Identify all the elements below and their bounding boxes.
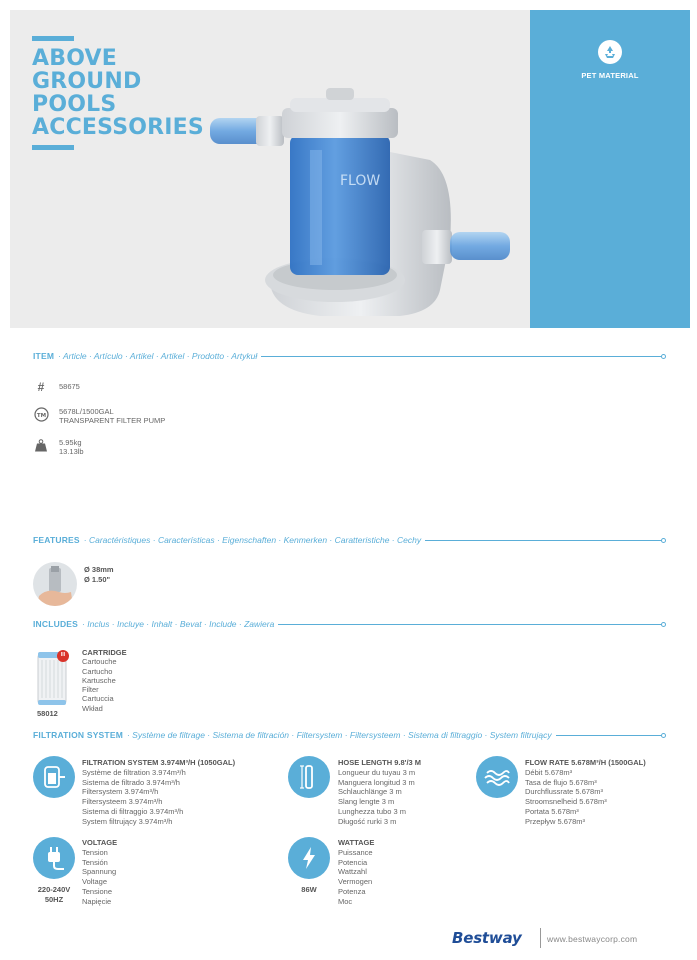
hash-icon: #: [37, 380, 45, 394]
flow-rate-title: FLOW RATE 5.678M³/H (1500GAL): [525, 758, 646, 767]
cartridge-label: Cartucho: [82, 666, 113, 676]
wattage-details: [338, 838, 374, 907]
footer-divider: [540, 928, 541, 948]
hero-title-line: ABOVE: [32, 46, 117, 71]
hose-length-line: Długość rurki 3 m: [338, 816, 397, 826]
item-name-row: [33, 407, 165, 425]
voltage-details: [82, 838, 117, 907]
item-weight: [59, 438, 84, 456]
filtration-system-icon: [33, 756, 75, 798]
trademark-icon: [33, 407, 49, 421]
item-weight-lb: 13.13lb: [59, 447, 84, 456]
item-weight-kg: 5.95kg: [59, 438, 82, 447]
cartridge-label: Cartuccia: [82, 694, 114, 704]
flow-rate-line: Débit 5.678m³: [525, 767, 573, 777]
voltage-line: Tensione: [82, 886, 113, 896]
includes-section-translations: · Inclus · Incluye · Inhalt · Bevat · Include · Zawiera: [82, 619, 275, 629]
voltage-value: 220-240V: [37, 885, 71, 894]
includes-section-title: INCLUDES: [33, 619, 79, 629]
section-divider: [556, 735, 663, 736]
hose-length-title: HOSE LENGTH 9.8'/3 M: [338, 758, 422, 767]
hero-title-line: ACCESSORIES: [32, 115, 204, 140]
voltage-caption: [30, 885, 78, 904]
wattage-title: WATTAGE: [338, 838, 375, 847]
item-name: [59, 407, 165, 425]
item-code-row: [33, 380, 80, 394]
item-section-title: ITEM: [33, 351, 55, 361]
filtration-system-line: System filtrujący 3.974m³/h: [82, 816, 173, 826]
cartridge-label: CARTRIDGE: [82, 648, 127, 657]
hero-title-bar-top: [32, 36, 74, 41]
hero-title-bar-bottom: [32, 145, 74, 150]
filtration-system-details: [82, 758, 235, 827]
flow-rate-details: [525, 758, 646, 827]
hose-length-line: Schlauchlänge 3 m: [338, 787, 402, 797]
section-divider: [278, 624, 663, 625]
item-section-translations: · Article · Artículo · Artikel · Artikel · Prodotto · Artykuł: [58, 351, 258, 361]
flow-rate-icon: [476, 756, 518, 798]
hero-banner: [10, 10, 690, 328]
voltage-line: Napięcie: [82, 896, 112, 906]
filtration-system-title: FILTRATION SYSTEM 3.974M³/H (1050GAL): [82, 758, 236, 767]
website-link[interactable]: www.bestwaycorp.com: [547, 934, 638, 944]
svg-text:TM: TM: [36, 412, 46, 419]
pump-brand-label: FLOW: [340, 173, 381, 189]
cartridge-label: Filter: [82, 685, 99, 695]
item-name-line: 5678L/1500GAL: [59, 407, 114, 416]
bestway-logo: [452, 929, 532, 949]
cartridge-code: 58012: [37, 709, 58, 718]
section-divider: [425, 540, 663, 541]
hose-length-details: [338, 758, 421, 827]
plug-icon: [33, 837, 75, 879]
section-divider: [261, 356, 663, 357]
cartridge-label: Wkład: [82, 703, 103, 713]
wattage-line: Wattzahl: [338, 867, 367, 877]
voltage-title: VOLTAGE: [82, 838, 118, 847]
hero-title-line: POOLS: [32, 92, 117, 117]
includes-section-header: [33, 618, 663, 630]
wattage-caption: 86W: [301, 885, 317, 894]
wattage-line: Puissance: [338, 847, 373, 857]
cartridge-label: Kartusche: [82, 675, 116, 685]
wattage-line: Potenza: [338, 886, 366, 896]
hose-length-line: Slang lengte 3 m: [338, 797, 395, 807]
voltage-line: Voltage: [82, 877, 108, 887]
hero-side-panel: [530, 10, 690, 328]
filtration-section-translations: · Système de filtrage · Sistema de filtración · Filtersystem · Filtersysteem · Sistema di filtraggio · System filtrujący: [126, 730, 552, 740]
wattage-line: Moc: [338, 896, 353, 906]
brand-name: Bestway: [452, 929, 522, 947]
filtration-system-line: Filtersystem 3.974m³/h: [82, 787, 159, 797]
hero-title-line: GROUND: [32, 69, 142, 94]
filtration-system-line: Filtersysteem 3.974m³/h: [82, 797, 163, 807]
hose-length-icon: [288, 756, 330, 798]
flow-rate-line: Stroomsnelheid 5.678m³: [525, 797, 607, 807]
hose-length-line: Lunghezza tubo 3 m: [338, 806, 406, 816]
filter-pump-image: [210, 80, 510, 325]
item-name-line: TRANSPARENT FILTER PUMP: [59, 416, 166, 425]
voltage-line: Spannung: [82, 867, 117, 877]
item-section-header: [33, 350, 663, 362]
recycle-icon: [598, 40, 622, 64]
frequency-value: 50HZ: [44, 894, 64, 904]
flow-rate-line: Tasa de flujo 5.678m³: [525, 777, 597, 787]
weight-icon: [33, 438, 49, 452]
cartridge-type-badge: III: [60, 652, 66, 658]
connector-size-in: Ø 1.50": [84, 574, 111, 584]
filtration-section-title: FILTRATION SYSTEM: [33, 730, 123, 740]
pet-material-label: PET MATERIAL: [581, 71, 639, 80]
hose-length-line: Manguera longitud 3 m: [338, 777, 415, 787]
hose-connector-image: [33, 562, 77, 606]
filtration-system-line: Système de filtration 3.974m³/h: [82, 767, 186, 777]
filtration-system-line: Sistema de filtrado 3.974m³/h: [82, 777, 180, 787]
item-code: 58675: [59, 382, 80, 391]
features-section-translations: · Caractéristiques · Características · Eigenschaften · Kenmerken · Caratteristiche · Cechy: [83, 535, 422, 545]
wattage-line: Potencia: [338, 857, 368, 867]
flow-rate-line: Durchflussrate 5.678m³: [525, 787, 603, 797]
voltage-line: Tensión: [82, 857, 108, 867]
filtration-system-line: Sistema di filtraggio 3.974m³/h: [82, 806, 184, 816]
voltage-line: Tension: [82, 847, 108, 857]
hero-title: [32, 36, 204, 150]
wattage-line: Vermogen: [338, 877, 373, 887]
features-section-title: FEATURES: [33, 535, 80, 545]
item-weight-row: [33, 438, 84, 456]
flow-rate-line: Przepływ 5.678m³: [525, 816, 586, 826]
connector-size: [84, 565, 114, 584]
features-section-header: [33, 534, 663, 546]
cartridge-image: [36, 648, 70, 706]
hose-length-line: Longueur du tuyau 3 m: [338, 767, 416, 777]
lightning-icon: [288, 837, 330, 879]
connector-size-mm: Ø 38mm: [84, 565, 114, 574]
flow-rate-line: Portata 5.678m³: [525, 806, 579, 816]
cartridge-labels: [82, 648, 127, 713]
cartridge-label: Cartouche: [82, 657, 117, 667]
filtration-section-header: [33, 729, 663, 741]
